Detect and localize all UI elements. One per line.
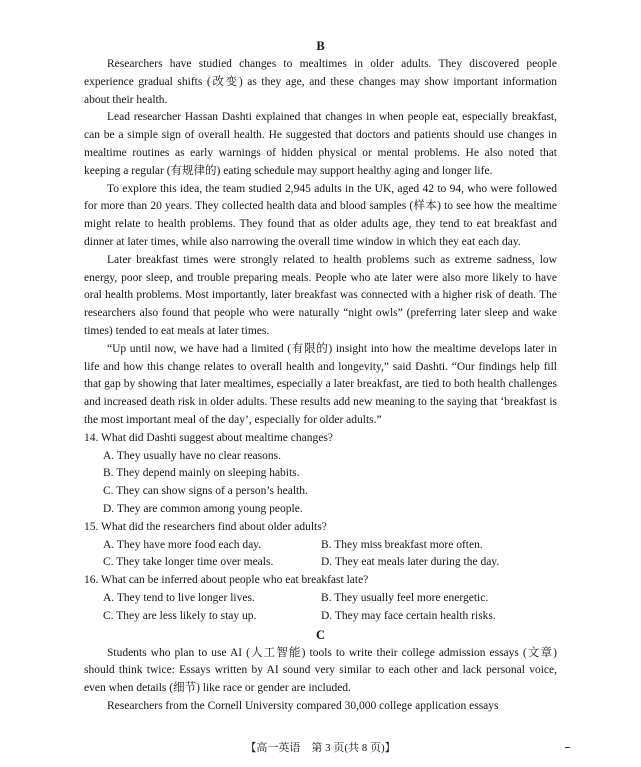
page-footer: 【高一英语 第 3 页(共 8 页)】 bbox=[245, 742, 396, 754]
question-16-option-c: C. They are less likely to stay up. bbox=[103, 609, 257, 622]
question-15-option-c: C. They take longer time over meals. bbox=[103, 556, 274, 569]
section-b-paragraph-5: “Up until now, we have had a limited (有限的) insight into how the mealtime develops later in life and how this change relates to overall health and longevity,” said Dashti. “Our findings help fill that gap by showing that later mealtimes, especially a later breakfast, are tied to both health challenges and increased death risk in older adults. These results add new meaning to the saying that ‘breakfast is the most important meal of the day’, especially for older adults.” bbox=[84, 342, 557, 426]
question-15-options-row-1 bbox=[103, 537, 557, 555]
question-16-stem: 16. What can be inferred about people who eat breakfast late? bbox=[84, 574, 369, 587]
question-15-option-a: A. They have more food each day. bbox=[103, 538, 262, 551]
question-15 bbox=[84, 519, 557, 572]
section-c-paragraph-1: Students who plan to use AI (人工智能) tools to write their college admission essays (文章) should think twice: Essays written by AI sound very similar to each other and lack personal voice, even when details (细节) like race or gender are included. bbox=[84, 646, 557, 695]
question-15-option-d: D. They eat meals later during the day. bbox=[321, 556, 500, 569]
section-b-paragraph-4: Later breakfast times were strongly related to health problems such as extreme sadness, low energy, poor sleep, and trouble preparing meals. People who ate later were also more likely to have oral health problems. Most importantly, later breakfast was connected with a higher risk of death. The researchers also found that people who were naturally “night owls” (preferring later sleep and wake times) tended to eat meals at later times. bbox=[84, 253, 557, 337]
question-14-option-d: D. They are common among young people. bbox=[103, 502, 303, 515]
section-c-paragraph-2: Researchers from the Cornell University compared 30,000 college application essays bbox=[107, 699, 499, 712]
section-b-paragraph-3: To explore this idea, the team studied 2,945 adults in the UK, aged 42 to 94, who were followed for more than 20 years. They collected health data and blood samples (样本) to see how the mealtime might relate to health problems. They found that as older adults age, they tend to eat breakfast and dinner at later times, while also narrowing the overall time window in which they eat each day. bbox=[84, 182, 557, 248]
section-b-paragraph-2: Lead researcher Hassan Dashti explained that changes in when people eat, especially breakfast, can be a simple sign of overall health. He suggested that doctors and patients should use changes in mealtime routines as early warnings of hidden physical or mental problems. He also noted that keeping a regular (有规律的) eating schedule may support healthy aging and longer life. bbox=[84, 111, 557, 177]
question-14-option-a: A. They usually have no clear reasons. bbox=[103, 449, 281, 462]
question-15-stem: 15. What did the researchers find about older adults? bbox=[84, 520, 327, 533]
question-14 bbox=[84, 430, 557, 519]
question-16-options-row-1 bbox=[103, 590, 557, 608]
section-b-paragraph-1: Researchers have studied changes to mealtimes in older adults. They discovered people experience gradual shifts (改变) as they age, and these changes may show important information about their health. bbox=[84, 58, 557, 106]
question-16-option-b: B. They usually feel more energetic. bbox=[321, 591, 489, 604]
question-15-options-row-2 bbox=[103, 554, 557, 572]
section-b-title: B bbox=[316, 39, 325, 53]
question-14-stem: 14. What did Dashti suggest about mealtime changes? bbox=[84, 431, 333, 444]
question-16-option-a: A. They tend to live longer lives. bbox=[103, 591, 255, 604]
question-16-option-d: D. They may face certain health risks. bbox=[321, 609, 496, 622]
question-15-option-b: B. They miss breakfast more often. bbox=[321, 538, 483, 551]
question-14-option-b: B. They depend mainly on sleeping habits. bbox=[103, 467, 300, 480]
section-c-title: C bbox=[315, 627, 326, 642]
corner-mark bbox=[565, 747, 570, 748]
question-16 bbox=[84, 572, 557, 625]
question-16-options-row-2 bbox=[103, 608, 557, 626]
question-14-option-c: C. They can show signs of a person’s health. bbox=[103, 485, 308, 498]
